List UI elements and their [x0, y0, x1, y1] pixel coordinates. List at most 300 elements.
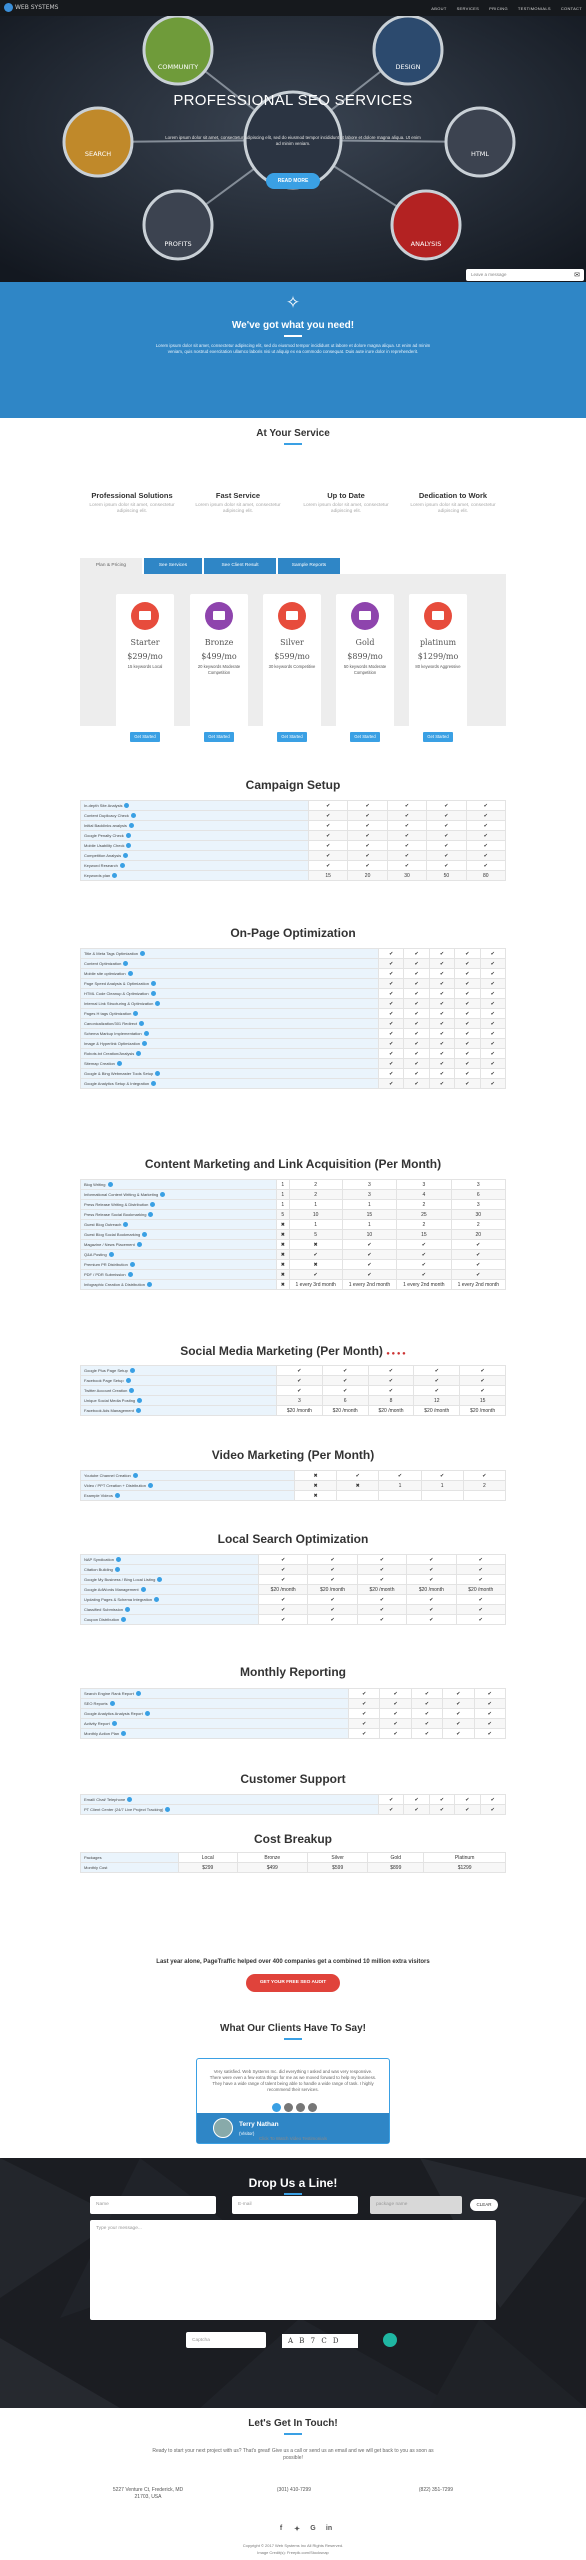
message-widget[interactable]	[466, 269, 584, 281]
table-row	[81, 1719, 506, 1729]
plan-cell: ✖	[277, 1230, 290, 1240]
plan-cell: ✔	[309, 821, 348, 831]
info-icon[interactable]	[144, 1031, 149, 1036]
info-icon[interactable]	[125, 1607, 130, 1612]
plan-cell: ✔	[427, 851, 466, 861]
section-title: Cost Breakup	[253, 1832, 333, 1846]
feature-label: Q&A Posting	[81, 1250, 277, 1260]
plan-cell: ✔	[342, 1250, 396, 1260]
tab-client-result[interactable]: See Client Result	[204, 558, 276, 574]
carousel-dot[interactable]	[296, 2103, 305, 2112]
carousel-dot[interactable]	[284, 2103, 293, 2112]
plan-cell: ✔	[387, 801, 426, 811]
plan-cell: ✔	[380, 1709, 411, 1719]
table-row	[81, 861, 506, 871]
plan-cell: ✔	[404, 999, 429, 1009]
get-started-button[interactable]: Get Started	[277, 732, 307, 742]
info-icon[interactable]	[139, 1021, 144, 1026]
info-icon[interactable]	[151, 1081, 156, 1086]
plan-cell: ✖	[295, 1471, 337, 1481]
plan-cell: ✔	[474, 1709, 505, 1719]
plan-cell: ✔	[480, 1009, 505, 1019]
plan-cell: ✔	[308, 1555, 357, 1565]
table-row	[81, 1250, 506, 1260]
plan-cell: ✔	[308, 1615, 357, 1625]
plan-cell: ✔	[387, 831, 426, 841]
feature-label: Schema Markup Implementation	[81, 1029, 379, 1039]
info-icon[interactable]	[126, 833, 131, 838]
watch-video-link[interactable]: Click To Watch Video Testimonials	[258, 2136, 328, 2141]
plan-cell: ✔	[379, 1471, 421, 1481]
info-icon[interactable]	[137, 1242, 142, 1247]
nav-testimonials[interactable]: TESTIMONIALS	[517, 6, 551, 11]
name-input[interactable]: Name	[90, 2196, 216, 2214]
table-row	[81, 1555, 506, 1565]
info-icon[interactable]	[121, 1617, 126, 1622]
info-icon[interactable]	[145, 1711, 150, 1716]
table-row	[81, 1029, 506, 1039]
client-name: Terry Nathan	[239, 2121, 279, 2128]
plan-cell: 20	[348, 871, 387, 881]
plan-cell: ✔	[348, 861, 387, 871]
feature-label: Title & Meta Tags Optimization	[81, 949, 379, 959]
feature-label: Mobile Usability Check	[81, 841, 309, 851]
plans-panel	[80, 574, 506, 739]
table-row	[81, 959, 506, 969]
tab-sample-reports[interactable]: Sample Reports	[278, 558, 340, 574]
feature-label: Google My Business / Bing Local Listing	[81, 1575, 259, 1585]
table-row	[81, 1689, 506, 1699]
info-icon[interactable]	[136, 1691, 141, 1696]
section-title: On-Page Optimization	[230, 926, 356, 940]
carousel-dot[interactable]	[272, 2103, 281, 2112]
table-row	[81, 989, 506, 999]
table-row	[81, 1406, 506, 1416]
plan-cell: 20	[451, 1230, 505, 1240]
table-row	[81, 1481, 506, 1491]
plan-cell: ✖	[277, 1250, 290, 1260]
info-icon[interactable]	[137, 1398, 142, 1403]
circle-label: HTML	[470, 150, 490, 158]
carousel-dot[interactable]	[308, 2103, 317, 2112]
plan-cell: 1 every 2nd month	[451, 1280, 505, 1290]
info-icon[interactable]	[129, 1388, 134, 1393]
plan-cell: $20 /month	[308, 1585, 357, 1595]
plan-cell: ✔	[380, 1699, 411, 1709]
plan-cell: 6	[322, 1396, 368, 1406]
table-row	[81, 1585, 506, 1595]
info-icon[interactable]	[123, 961, 128, 966]
plan-card-gold	[336, 594, 394, 748]
linkedin-icon[interactable]: in	[325, 2525, 333, 2532]
plan-cell: ✔	[451, 1260, 505, 1270]
feature-fast: Fast Service Lorem ipsum dolor sit amet, consectetur adipiscing elit.	[195, 491, 281, 514]
info-icon[interactable]	[115, 1567, 120, 1572]
info-icon[interactable]	[136, 1408, 141, 1413]
plan-cell: ✔	[379, 1069, 404, 1079]
plan-desc: 20 keywords Moderate Competition	[197, 664, 241, 675]
client-role: (Visitor)	[239, 2131, 255, 2136]
plan-cell: ✔	[455, 969, 480, 979]
info-icon[interactable]	[121, 1731, 126, 1736]
package-input[interactable]: package name	[370, 2196, 462, 2214]
plan-cell: ✔	[429, 1079, 454, 1089]
plan-cell: 15	[460, 1396, 506, 1406]
plan-cell: ✔	[466, 801, 505, 811]
plan-cell: Gold	[368, 1853, 424, 1863]
feature-label: Packages	[81, 1853, 179, 1863]
plan-cell: $20 /month	[414, 1406, 460, 1416]
table-row	[81, 1059, 506, 1069]
table-row	[81, 1200, 506, 1210]
info-icon[interactable]	[157, 1577, 162, 1582]
feature-label: Content Optimization	[81, 959, 379, 969]
plan-cell: ✔	[429, 1795, 454, 1805]
feature-table	[80, 1794, 506, 1815]
feature-label: Twitter Account Creation	[81, 1386, 277, 1396]
feature-label: Mobile site optimization	[81, 969, 379, 979]
plan-cell: ✔	[429, 979, 454, 989]
plan-card-platinum	[409, 594, 467, 748]
plan-cell: ✔	[451, 1270, 505, 1280]
facebook-icon[interactable]: f	[279, 2525, 283, 2532]
phone-2: (822) 351-7299	[418, 2487, 454, 2493]
table-row	[81, 1260, 506, 1270]
plan-cell: ✔	[411, 1689, 442, 1699]
plan-cell: ✔	[466, 831, 505, 841]
plan-cell: ✔	[387, 821, 426, 831]
feature-label: Google Penalty Check	[81, 831, 309, 841]
clients-title: What Our Clients Have To Say!	[0, 2023, 586, 2040]
plan-cell: ✔	[404, 1079, 429, 1089]
circle-label: ANALYSIS	[410, 240, 442, 248]
twitter-icon[interactable]: ✦	[294, 2526, 300, 2533]
plan-cell: ✔	[427, 841, 466, 851]
feature-label: Robots.txt Creation/Analysis	[81, 1049, 379, 1059]
feature-label: Guest Blog Outreach	[81, 1220, 277, 1230]
info-icon[interactable]	[133, 1473, 138, 1478]
plan-cell: ✔	[397, 1260, 451, 1270]
feature-professional: Professional Solutions Lorem ipsum dolor sit amet, consectetur adipiscing elit.	[89, 491, 175, 514]
plan-cell: ✔	[404, 1019, 429, 1029]
plan-cell: ✔	[259, 1595, 308, 1605]
feature-label: Competition Analysis	[81, 851, 309, 861]
clear-button[interactable]: CLEAR	[470, 2199, 498, 2211]
plan-cell: $499	[237, 1863, 308, 1873]
captcha-input[interactable]: Captcha	[186, 2332, 266, 2348]
plan-cell: $20 /month	[322, 1406, 368, 1416]
plan-cell: $20 /month	[407, 1585, 456, 1595]
plan-cell: ✔	[466, 851, 505, 861]
feature-label: SEO Reports	[81, 1699, 349, 1709]
plan-cell: ✔	[277, 1366, 323, 1376]
plan-cell: ✔	[379, 1009, 404, 1019]
table-row	[81, 949, 506, 959]
info-icon[interactable]	[165, 1807, 170, 1812]
plan-cell: ✔	[342, 1260, 396, 1270]
plan-cell: ✔	[455, 949, 480, 959]
feature-label: Video / PPT Creation + Distribution	[81, 1481, 295, 1491]
message-textarea[interactable]: Type your message...	[90, 2220, 496, 2320]
info-icon[interactable]	[131, 813, 136, 818]
plan-cell: ✔	[357, 1555, 406, 1565]
google-plus-icon[interactable]: G	[310, 2525, 316, 2532]
get-started-button[interactable]: Get Started	[130, 732, 160, 742]
plan-cell: ✔	[337, 1471, 379, 1481]
table-row	[81, 831, 506, 841]
info-icon[interactable]	[142, 1041, 147, 1046]
feature-label: In-depth Site Analysis	[81, 801, 309, 811]
info-icon[interactable]	[147, 1282, 152, 1287]
table-row	[81, 1386, 506, 1396]
info-icon[interactable]	[151, 981, 156, 986]
plan-cell: ✔	[455, 1029, 480, 1039]
info-icon[interactable]	[133, 1011, 138, 1016]
info-icon[interactable]	[154, 1597, 159, 1602]
plan-cell: ✔	[259, 1575, 308, 1585]
plan-cell: 25	[397, 1210, 451, 1220]
plan-cell: ✔	[349, 1699, 380, 1709]
info-icon[interactable]	[148, 1212, 153, 1217]
nav-about[interactable]: ABOUT	[431, 6, 447, 11]
plan-icon	[131, 602, 159, 630]
plan-cell: 1	[379, 1481, 421, 1491]
plan-cell: ✖	[289, 1260, 342, 1270]
plan-cell: ✔	[411, 1729, 442, 1739]
feature-table	[80, 1852, 506, 1873]
info-icon[interactable]	[112, 1721, 117, 1726]
table-row	[81, 999, 506, 1009]
feature-label: Infographic Creation & Distribution	[81, 1280, 277, 1290]
info-icon[interactable]	[123, 853, 128, 858]
info-icon[interactable]	[140, 951, 145, 956]
plan-cell: 3	[342, 1180, 396, 1190]
plan-cell: ✔	[404, 1059, 429, 1069]
info-icon[interactable]	[112, 873, 117, 878]
plan-cell: Bronze	[237, 1853, 308, 1863]
plan-cell: ✔	[427, 821, 466, 831]
info-icon[interactable]	[120, 863, 125, 868]
info-icon[interactable]	[117, 1061, 122, 1066]
need-section	[0, 282, 586, 418]
plan-cell: 1	[289, 1220, 342, 1230]
plan-cell: ✔	[474, 1729, 505, 1739]
plan-cell: ✔	[455, 1039, 480, 1049]
tab-plan-pricing[interactable]: Plan & Pricing	[80, 558, 142, 574]
info-icon[interactable]	[109, 1252, 114, 1257]
plan-cell: $20 /month	[456, 1585, 505, 1595]
contact-title: Drop Us a Line!	[248, 2176, 338, 2190]
free-audit-button[interactable]: GET YOUR FREE SEO AUDIT	[246, 1974, 340, 1992]
info-icon[interactable]	[155, 1071, 160, 1076]
table-row	[81, 1795, 506, 1805]
plan-cell: ✔	[466, 861, 505, 871]
plan-cell: $20 /month	[460, 1406, 506, 1416]
plan-cell: ✔	[429, 1019, 454, 1029]
feature-label: Page Speed Analysis & Optimization	[81, 979, 379, 989]
feature-label: Citation Building	[81, 1565, 259, 1575]
feature-label: Keywords plan	[81, 871, 309, 881]
refresh-captcha-button[interactable]	[383, 2333, 397, 2347]
feature-label: Magazine / News Placement	[81, 1240, 277, 1250]
feature-label: Coupon Distribution	[81, 1615, 259, 1625]
info-icon[interactable]	[148, 1483, 153, 1488]
info-icon[interactable]	[142, 1232, 147, 1237]
plan-cell: ✔	[309, 861, 348, 871]
table-row	[81, 1019, 506, 1029]
info-icon[interactable]	[151, 991, 156, 996]
info-icon[interactable]	[110, 1701, 115, 1706]
section-title: Content Marketing and Link Acquisition (Per Month)	[144, 1157, 442, 1171]
copyright: Copyright © 2017 Web Systems Inc All Rights Reserved.	[242, 2543, 344, 2548]
table-row	[81, 1079, 506, 1089]
info-icon[interactable]	[141, 1587, 146, 1592]
plan-cell: ✔	[455, 1019, 480, 1029]
table-row	[81, 979, 506, 989]
plan-card-starter	[116, 594, 174, 748]
info-icon[interactable]	[123, 1222, 128, 1227]
table-row	[81, 1853, 506, 1863]
plan-cell: ✔	[404, 1029, 429, 1039]
feature-label: Google Analytics Setup & Integration	[81, 1079, 379, 1089]
plan-cell: ✔	[411, 1719, 442, 1729]
table-row	[81, 1009, 506, 1019]
plan-cell: ✔	[421, 1471, 463, 1481]
feature-label: Sitemap Creation	[81, 1059, 379, 1069]
plan-cell: ✔	[455, 989, 480, 999]
info-icon[interactable]	[150, 1202, 155, 1207]
plan-cell: 1 every 2nd month	[342, 1280, 396, 1290]
touch-text: Ready to start your next project with us? That's great! Give us a call or send us an email and we will get back to you as soon as possible!	[152, 2448, 434, 2461]
plan-cell: ✔	[379, 1019, 404, 1029]
nav-contact[interactable]: CONTACT	[560, 6, 582, 11]
tab-see-services[interactable]: See Services	[144, 558, 202, 574]
plan-cell: ✔	[309, 841, 348, 851]
get-started-button[interactable]: Get Started	[350, 732, 380, 742]
plan-cell: 1	[421, 1481, 463, 1491]
info-icon[interactable]	[126, 1378, 131, 1383]
feature-label: Activity Report	[81, 1719, 349, 1729]
plan-cell: $599	[308, 1863, 368, 1873]
plan-cell: ✔	[397, 1240, 451, 1250]
plan-cell: 3	[451, 1180, 505, 1190]
logo-icon	[4, 3, 13, 12]
feature-label: Press Release Writing & Distribution	[81, 1200, 277, 1210]
info-icon[interactable]	[115, 1493, 120, 1498]
plan-cell: ✔	[480, 1795, 505, 1805]
feature-label: Search Engine Rank Report	[81, 1689, 349, 1699]
plan-cell: ✔	[357, 1565, 406, 1575]
info-icon[interactable]	[160, 1192, 165, 1197]
info-icon[interactable]	[116, 1557, 121, 1562]
feature-label: NAP Syndication	[81, 1555, 259, 1565]
plan-price: $599/mo	[274, 652, 310, 661]
plan-cell: ✖	[289, 1240, 342, 1250]
table-row	[81, 969, 506, 979]
feature-label: Guest Blog Social Bookmarking	[81, 1230, 277, 1240]
read-more-button[interactable]: READ MORE	[266, 173, 320, 189]
info-icon[interactable]	[124, 803, 129, 808]
plan-cell: ✔	[451, 1240, 505, 1250]
plan-cell: ✔	[455, 1079, 480, 1089]
get-started-button[interactable]: Get Started	[204, 732, 234, 742]
plan-cell: ✔	[480, 969, 505, 979]
feature-label: Monthly Cost	[81, 1863, 179, 1873]
plan-cell: ✔	[455, 1069, 480, 1079]
plan-cell: ✔	[380, 1729, 411, 1739]
table-row	[81, 1565, 506, 1575]
nav-services[interactable]: SERVICES	[456, 6, 480, 11]
info-icon[interactable]	[136, 1051, 141, 1056]
plan-cell: ✔	[455, 1059, 480, 1069]
plan-cell: 50	[427, 871, 466, 881]
plan-cell: ✔	[357, 1575, 406, 1585]
info-icon[interactable]	[126, 843, 131, 848]
info-icon[interactable]	[128, 971, 133, 976]
plan-icon	[351, 602, 379, 630]
table-row	[81, 1180, 506, 1190]
plan-cell: ✔	[463, 1471, 505, 1481]
plan-cell: ✔	[357, 1605, 406, 1615]
table-row	[81, 1376, 506, 1386]
info-icon[interactable]	[127, 1797, 132, 1802]
table-row	[81, 1069, 506, 1079]
logo-text: WEB SYSTEMS	[15, 4, 59, 11]
plan-cell: 12	[414, 1396, 460, 1406]
plan-cell: ✔	[404, 1039, 429, 1049]
section-title: Monthly Reporting	[240, 1665, 346, 1679]
plan-cell: $1299	[424, 1863, 506, 1873]
plan-cell: $899	[368, 1863, 424, 1873]
feature-label: Press Release Social Bookmarking	[81, 1210, 277, 1220]
plan-card-silver	[263, 594, 321, 748]
table-row	[81, 1039, 506, 1049]
email-input[interactable]: E-mail	[232, 2196, 358, 2214]
get-started-button[interactable]: Get Started	[423, 732, 453, 742]
logo[interactable]	[4, 3, 58, 12]
plan-cell: ✔	[480, 1039, 505, 1049]
plan-cell: ✔	[349, 1689, 380, 1699]
section-title: Social Media Marketing (Per Month) ● ● ● ●	[180, 1344, 406, 1358]
plan-cell: ✔	[308, 1565, 357, 1575]
plan-cell: ✔	[259, 1555, 308, 1565]
plan-cell: 2	[289, 1190, 342, 1200]
feature-label: Facebook Ads Management	[81, 1406, 277, 1416]
plan-cell: $299	[179, 1863, 238, 1873]
info-icon[interactable]	[129, 823, 134, 828]
plan-cell: ✔	[429, 1059, 454, 1069]
info-icon[interactable]	[128, 1272, 133, 1277]
table-row	[81, 1280, 506, 1290]
plan-cell: ✔	[460, 1376, 506, 1386]
plan-cell: ✔	[474, 1719, 505, 1729]
feature-label: Canonicalization/301 Redirect	[81, 1019, 379, 1029]
nav-pricing[interactable]: PRICING	[489, 6, 508, 11]
plan-cell: 1	[342, 1220, 396, 1230]
plan-icon	[424, 602, 452, 630]
info-icon[interactable]	[108, 1182, 113, 1187]
feature-label: Pages H tags Optimization	[81, 1009, 379, 1019]
plan-cell: Local	[179, 1853, 238, 1863]
plan-cell: ✔	[429, 1039, 454, 1049]
info-icon[interactable]	[130, 1262, 135, 1267]
feature-table	[80, 1470, 506, 1501]
plan-cell: ✔	[308, 1605, 357, 1615]
info-icon[interactable]	[155, 1001, 160, 1006]
feature-label: Premium PR Distribution	[81, 1260, 277, 1270]
info-icon[interactable]	[130, 1368, 135, 1373]
circle-label: PROFITS	[164, 240, 192, 248]
